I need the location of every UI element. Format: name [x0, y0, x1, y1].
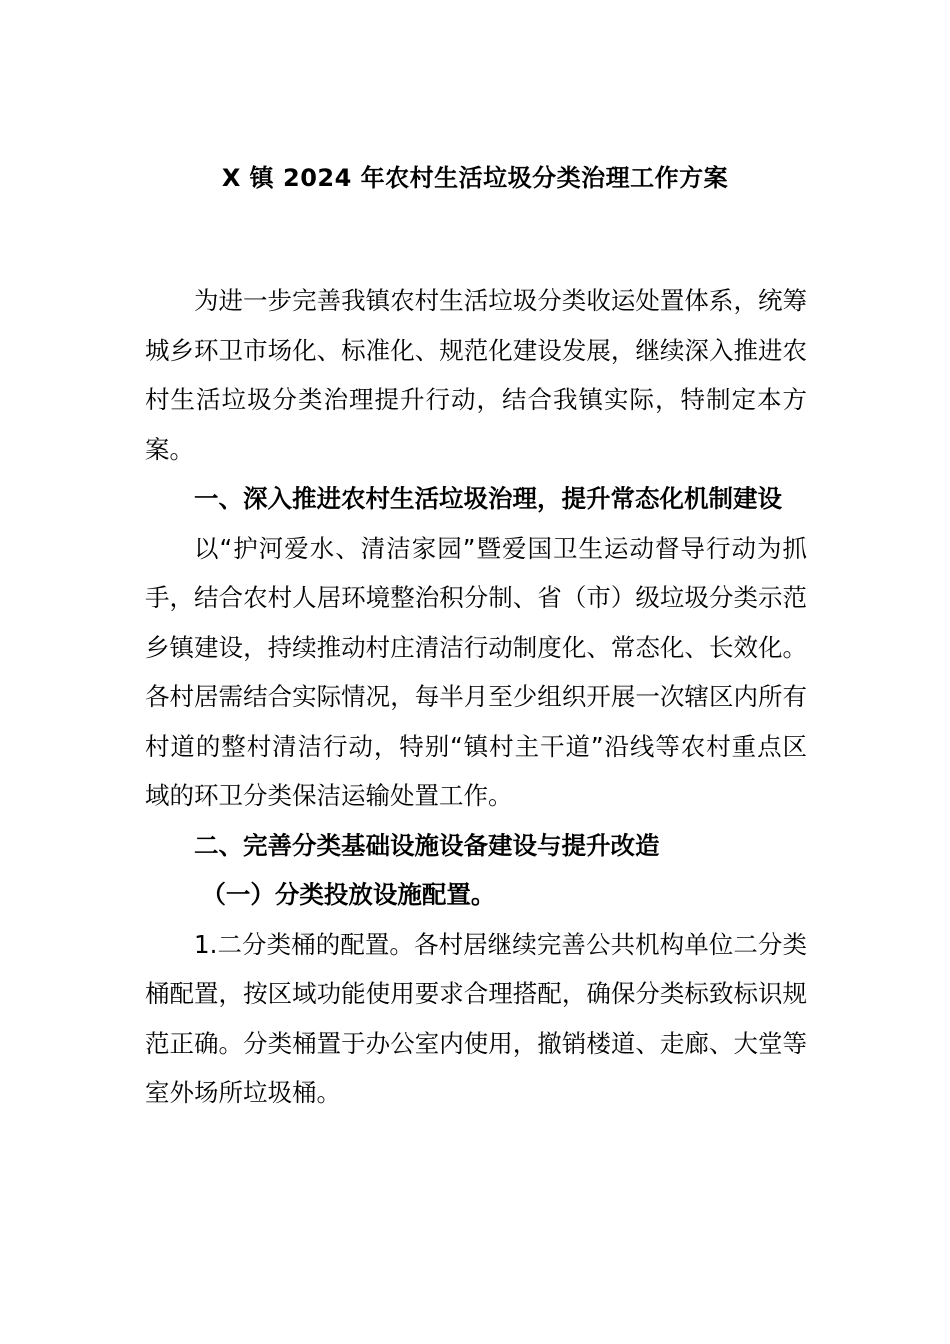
subsection-1-paragraph: 1.二分类桶的配置。各村居继续完善公共机构单位二分类桶配置，按区域功能使用要求合理搭配，确保分类标致标识规范正确。分类桶置于办公室内使用，撤销楼道、走廊、大堂等室外场所垃圾桶。 [145, 929, 807, 1107]
subsection-heading-1: （一）分类投放设施配置。 [201, 880, 496, 909]
section-heading-1: 一、深入推进农村生活垃圾治理，提升常态化机制建设 [194, 484, 782, 513]
section-heading-2: 二、完善分类基础设施设备建设与提升改造 [194, 830, 660, 860]
document-body [145, 276, 807, 1118]
section-1-paragraph: 以“护河爱水、清洁家园”暨爱国卫生运动督导行动为抓手，结合农村人居环境整治积分制、省（市）级垃圾分类示范乡镇建设，持续推动村庄清洁行动制度化、常态化、长效化。各村居需结合实际情况，每半月至少组织开展一次辖区内所有村道的整村清洁行动，特别“镇村主干道”沿线等农村重点区域的环卫分类保洁运输处置工作。 [145, 533, 807, 810]
document-title: X 镇 2024 年农村生活垃圾分类治理工作方案 [221, 164, 729, 192]
intro-paragraph: 为进一步完善我镇农村生活垃圾分类收运处置体系，统筹城乡环卫市场化、标准化、规范化建设发展，继续深入推进农村生活垃圾分类治理提升行动，结合我镇实际，特制定本方案。 [145, 286, 807, 464]
